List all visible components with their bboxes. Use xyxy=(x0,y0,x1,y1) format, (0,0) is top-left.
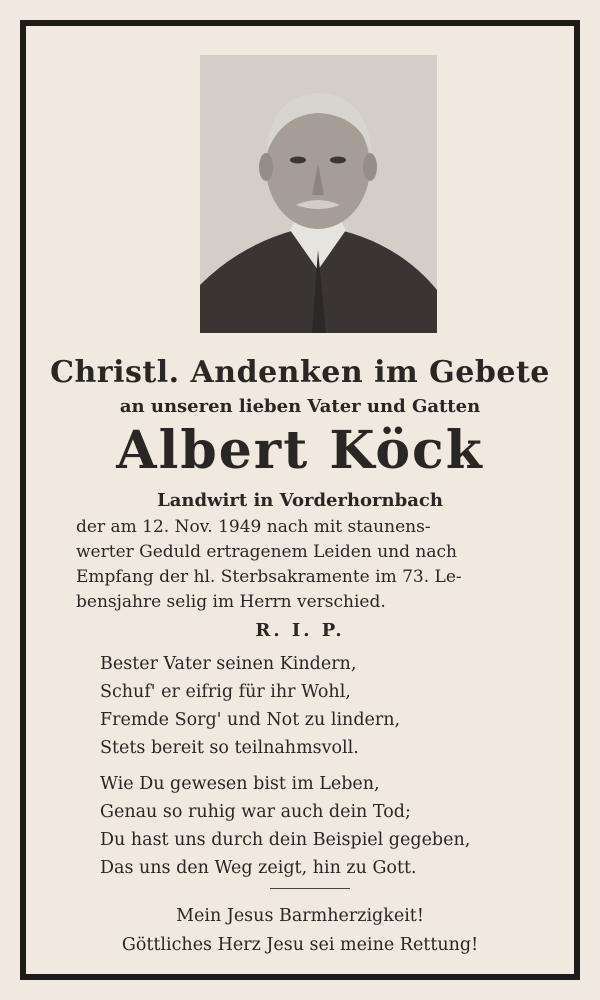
verse-line: Genau so ruhig war auch dein Tod; xyxy=(100,802,411,822)
verse-line: Du hast uns durch dein Beispiel gegeben, xyxy=(100,830,471,850)
portrait-image xyxy=(200,55,437,333)
bio-line: Empfang der hl. Sterbsakramente im 73. Le- xyxy=(76,567,462,587)
divider-line xyxy=(270,888,350,889)
verse-line: Wie Du gewesen bist im Leben, xyxy=(100,774,380,794)
portrait-photo xyxy=(200,55,437,333)
closing-prayer xyxy=(40,902,560,960)
occupation-line: Landwirt in Vorderhornbach xyxy=(157,490,443,511)
verse-line: Fremde Sorg' und Not zu lindern, xyxy=(100,710,401,730)
verse-stanza-1 xyxy=(100,650,400,762)
verse-line: Schuf' er eifrig für ihr Wohl, xyxy=(100,682,351,702)
rip-text: R. I. P. xyxy=(255,620,345,641)
card-title: Christl. Andenken im Gebete xyxy=(50,355,550,390)
verse-line: Das uns den Weg zeigt, hin zu Gott. xyxy=(100,858,417,878)
closing-line: Mein Jesus Barmherzigkeit! xyxy=(176,906,424,926)
closing-line: Göttliches Herz Jesu sei meine Rettung! xyxy=(121,935,479,955)
verse-line: Bester Vater seinen Kindern, xyxy=(100,654,357,674)
bio-line: bensjahre selig im Herrn verschied. xyxy=(76,592,386,612)
bio-line: der am 12. Nov. 1949 nach mit staunens- xyxy=(76,517,431,537)
deceased-name: Albert Köck xyxy=(116,420,484,481)
bio-line: werter Geduld ertragenem Leiden und nach xyxy=(76,542,457,562)
verse-stanza-2 xyxy=(100,770,470,882)
verse-line: Stets bereit so teilnahmsvoll. xyxy=(100,738,359,758)
card-subtitle: an unseren lieben Vater und Gatten xyxy=(119,396,481,417)
biography-text xyxy=(76,515,546,615)
